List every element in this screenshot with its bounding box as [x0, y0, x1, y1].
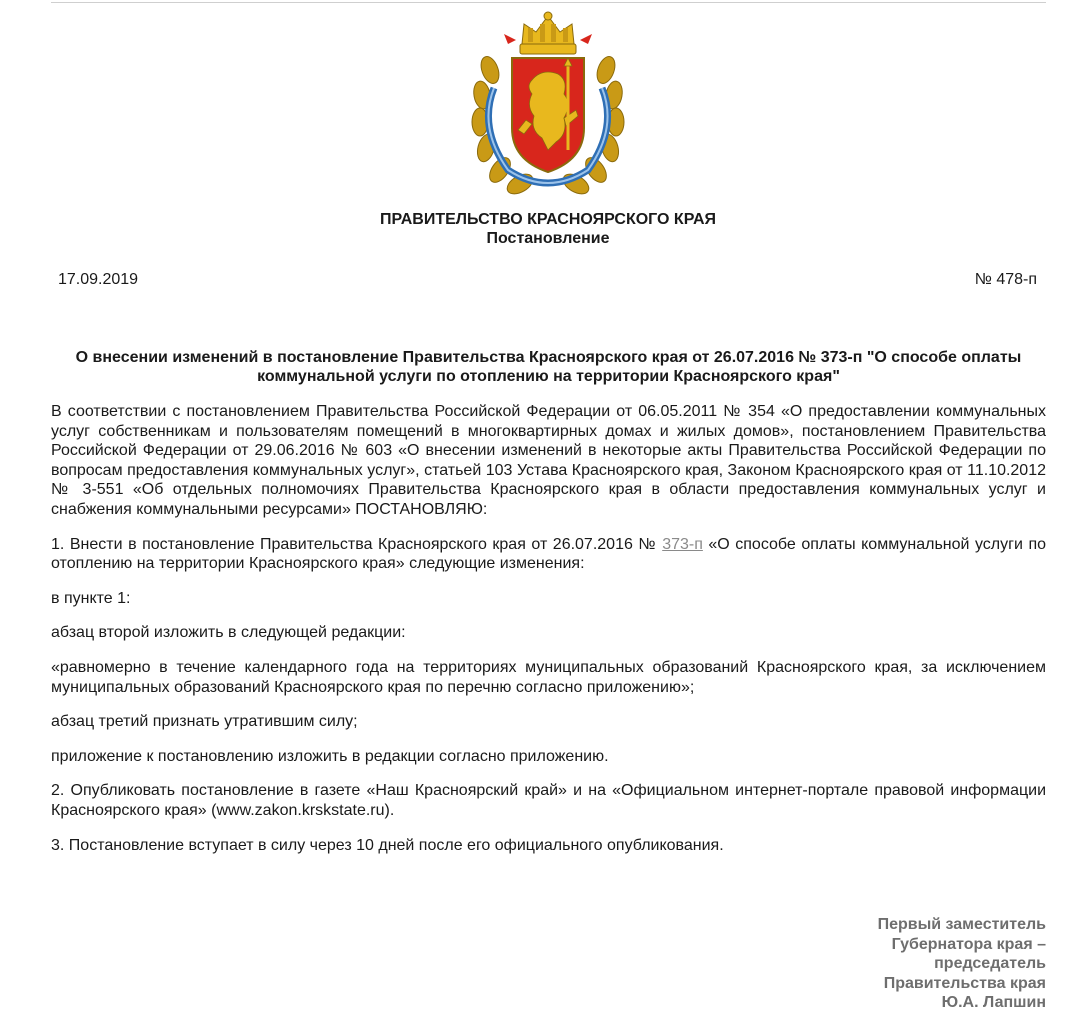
- decree-373-link[interactable]: 373-п: [662, 535, 703, 553]
- item-1-text-after: «О способе оплаты коммунальной услуги по отоплению на территории Красноярского края» следующие изменения:: [51, 535, 1047, 573]
- signatory-name: Ю.А. Лапшин: [941, 994, 1046, 1012]
- document-date: 17.09.2019: [58, 271, 139, 288]
- signature-line: Губернатора края –: [891, 935, 1046, 953]
- top-divider: [51, 2, 1046, 3]
- document-number: № 478-п: [974, 271, 1037, 288]
- body-paragraph: абзац второй изложить в следующей редакции:: [51, 624, 406, 642]
- signature-line: Первый заместитель: [877, 916, 1046, 933]
- item-1-text-before: 1. Внести в постановление Правительства Красноярского края от 26.07.2016 №: [51, 535, 663, 553]
- signature-block: [878, 915, 1046, 1013]
- item-1-paragraph: [51, 535, 1046, 574]
- body-paragraph: в пункте 1:: [51, 589, 131, 607]
- body-paragraph: 3. Постановление вступает в силу через 10 дней после его официального опубликования.: [51, 836, 724, 854]
- document-type: Постановление: [486, 230, 610, 247]
- coat-of-arms-icon: [468, 10, 628, 198]
- document-body: [51, 402, 1046, 870]
- document-header: [0, 210, 1080, 248]
- signature-line: Правительства края: [883, 974, 1046, 992]
- signature-line: председатель: [934, 955, 1046, 973]
- body-paragraph: абзац третий признать утратившим силу;: [51, 713, 358, 731]
- document-title: О внесении изменений в постановление Правительства Красноярского края от 26.07.2016 № 373-п "О способе оплаты коммунальной услуги по отоплению на территории Красноярского края": [75, 349, 1022, 385]
- body-paragraph: 2. Опубликовать постановление в газете «Наш Красноярский край» и на «Официальном интернет-портале правовой информации Красноярского края» (www.zakon.krskstate.ru).: [51, 782, 1046, 819]
- organization-name: ПРАВИТЕЛЬСТВО КРАСНОЯРСКОГО КРАЯ: [379, 211, 717, 228]
- body-paragraph: приложение к постановлению изложить в редакции согласно приложению.: [51, 747, 609, 765]
- body-paragraph: «равномерно в течение календарного года на территориях муниципальных образований Красноярского края, за исключением муниципальных образований Красноярского края по перечню согласно приложению»;: [51, 658, 1046, 696]
- preamble-paragraph: В соответствии с постановлением Правительства Российской Федерации от 06.05.2011 № 354 «О предоставлении коммунальных услуг собственникам и пользователям помещений в многоквартирных домах и жилых домов», постановлением Правительства Российской Федерации от 29.06.2016 № 603 «О внесении изменений в некоторые акты Правительства Российской Федерации по вопросам предоставления коммунальных услуг», статьей 103 Устава Красноярского края, Законом Красноярского края от 11.10.2012 № 3-551 «Об отдельных полномочиях Правительства Красноярского края в области предоставления коммунальных услуг и снабжения коммунальными ресурсами» ПОСТАНОВЛЯЮ:: [51, 403, 1046, 518]
